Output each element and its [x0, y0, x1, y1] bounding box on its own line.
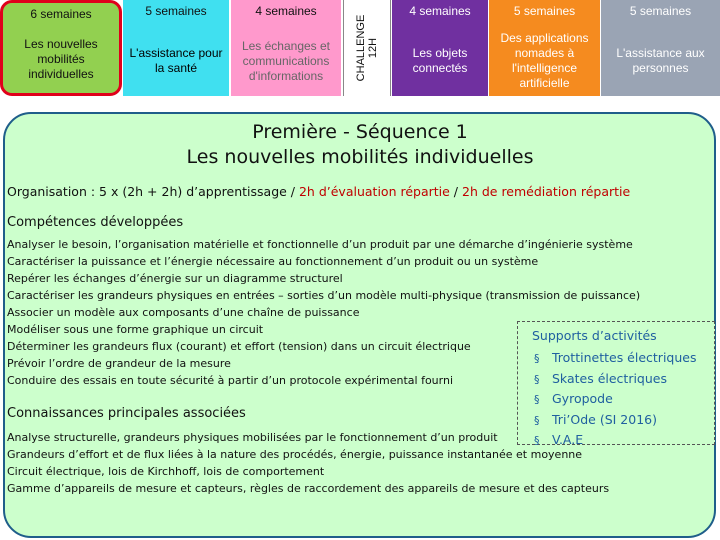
- tile-label: Les échanges et communications d'informations: [241, 38, 331, 83]
- list-item: § Trottinettes électriques: [534, 348, 696, 369]
- tile-assistance-personnes[interactable]: [601, 0, 720, 96]
- tile-duration: 5 semaines: [145, 4, 207, 18]
- list-item: Prévoir l’ordre de grandeur de la mesure: [7, 357, 231, 370]
- tile-label: Les objets connectés: [412, 46, 468, 75]
- tile-mobilites[interactable]: [0, 0, 122, 96]
- tile-label: Des applications nomades à l'intelligence artificielle: [500, 31, 589, 90]
- tile-duration: 5 semaines: [629, 4, 692, 18]
- list-item: Déterminer les grandeurs flux (courant) et effort (tension) dans un circuit électrique: [7, 340, 471, 353]
- challenge-label: [355, 15, 379, 82]
- supports-box: [517, 321, 715, 445]
- organisation-evaluation: 2h d’évaluation répartie: [298, 184, 450, 199]
- sequence-title-line2: Les nouvelles mobilités individuelles: [186, 146, 534, 168]
- tile-label: L'assistance aux personnes: [616, 46, 705, 75]
- tile-sante[interactable]: [123, 0, 229, 96]
- organisation-line: [7, 184, 630, 199]
- list-item: § Tri’Ode (SI 2016): [534, 410, 696, 431]
- tile-challenge[interactable]: [343, 0, 391, 96]
- list-item: Caractériser la puissance et l’énergie nécessaire au fonctionnement d’un produit ou un système: [7, 255, 539, 268]
- list-item: § V.A.E: [534, 430, 696, 451]
- list-item: Grandeurs d’effort et de flux liées à la nature des procédés, énergie, puissance instantanée et moyenne: [7, 448, 583, 461]
- list-item: § Skates électriques: [534, 369, 696, 390]
- organisation-remediation: 2h de remédiation répartie: [462, 184, 631, 199]
- list-item: Conduire des essais en toute sécurité à partir d’un protocole expérimental fourni: [7, 374, 453, 387]
- sequence-title: [0, 120, 720, 170]
- list-item: Circuit électrique, lois de Kirchhoff, lois de comportement: [7, 465, 325, 478]
- organisation-prefix: Organisation : 5 x (2h + 2h) d’apprentissage /: [7, 184, 299, 199]
- tile-duration: 4 semaines: [255, 4, 317, 18]
- list-item: Modéliser sous une forme graphique un circuit: [7, 323, 264, 336]
- connaissances-heading: Connaissances principales associées: [7, 406, 246, 421]
- tile-label: L'assistance pour la santé: [129, 46, 223, 75]
- tile-applications[interactable]: [489, 0, 600, 96]
- tile-duration: 6 semaines: [30, 7, 92, 21]
- supports-list: [534, 348, 696, 451]
- list-item: Repérer les échanges d’énergie sur un diagramme structurel: [7, 272, 343, 285]
- challenge-line2: 12H: [367, 37, 379, 59]
- tile-duration: 4 semaines: [409, 4, 471, 18]
- supports-heading: Supports d’activités: [532, 328, 657, 343]
- list-item: Analyser le besoin, l’organisation matérielle et fonctionnelle d’un produit par une démarche d’ingénierie système: [7, 238, 633, 251]
- tile-label: Les nouvelles mobilités individuelles: [24, 36, 98, 81]
- organisation-separator: /: [449, 184, 462, 199]
- tile-duration: 5 semaines: [513, 4, 576, 18]
- challenge-line1: CHALLENGE: [355, 14, 367, 82]
- list-item: Associer un modèle aux composants d’une chaîne de puissance: [7, 306, 360, 319]
- tile-echanges[interactable]: [231, 0, 341, 96]
- tile-objets[interactable]: [392, 0, 488, 96]
- list-item: Caractériser les grandeurs physiques en entrées – sorties d’un modèle multi-physique (transmission de puissance): [7, 289, 641, 302]
- sequence-title-line1: Première - Séquence 1: [252, 121, 468, 143]
- list-item: § Gyropode: [534, 389, 696, 410]
- list-item: Analyse structurelle, grandeurs physiques mobilisées par le fonctionnement d’un produit: [7, 431, 498, 444]
- list-item: Gamme d’appareils de mesure et capteurs, règles de raccordement des appareils de mesure et des capteurs: [7, 482, 610, 495]
- competences-heading: Compétences développées: [7, 215, 184, 230]
